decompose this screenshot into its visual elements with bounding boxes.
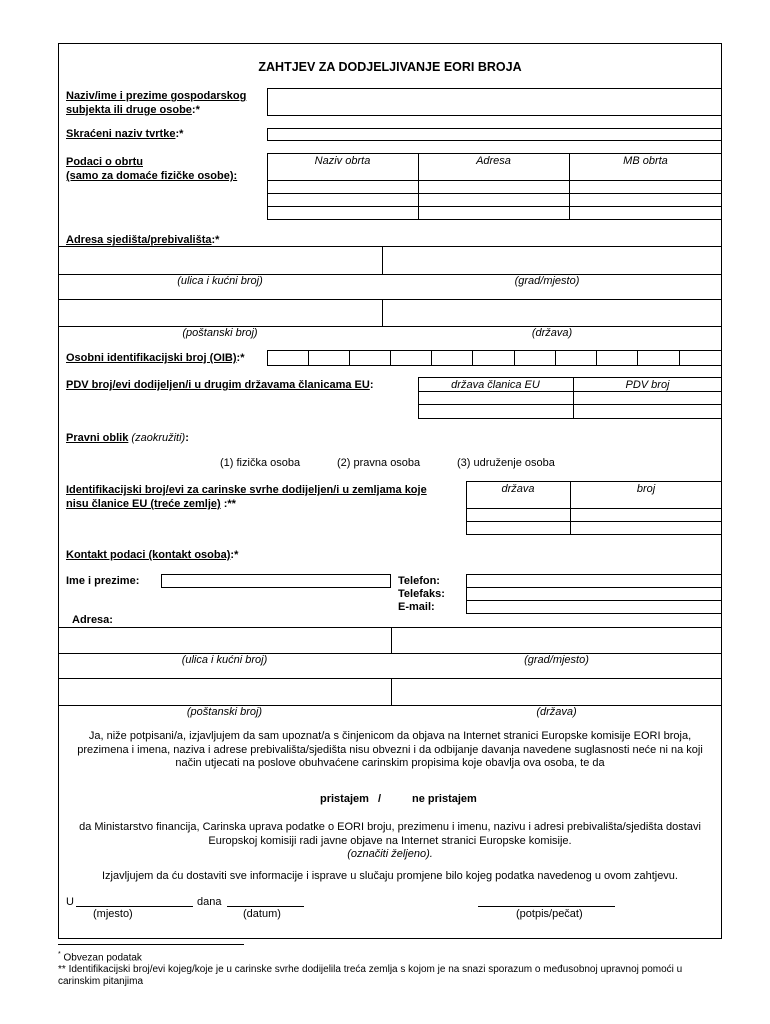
footnote-divider <box>58 944 244 945</box>
footnote-2: ** Identifikacijski broj/evi kojeg/koje je u carinske svrhe dodijelila treća zemlja s kojom je na snazi sporazum o međusobnoj upravnoj pomoći u carinskim pitanjima <box>58 964 683 987</box>
ulica-caption: (ulica i kućni broj) <box>177 275 263 287</box>
choice-pristajem[interactable]: pristajem <box>320 793 369 805</box>
potpis-line[interactable] <box>478 906 615 907</box>
datum-caption: (datum) <box>243 908 281 920</box>
pravni-option-fizicka[interactable]: (1) fizička osoba <box>220 457 301 469</box>
kontakt-grad-input[interactable] <box>393 629 720 651</box>
sig-dana: dana <box>197 896 222 908</box>
obrt-col-mb: MB obrta <box>623 155 668 167</box>
kontakt-drzava-input[interactable] <box>393 680 720 703</box>
statement-p1: Ja, niže potpisani/a, izjavljujem da sam upoznat/a s činjenicom da objava na Internet stranici Europske komisije EORI broja, prezimena i imena, naziva i adrese prebivališta/sjedišta nisu obvezni i da odbijanje davanja navedene suglasnosti neće ni na koji način utjecati na poslove obuhvaćene carinskim propisima koje obavlja ova osoba, te da <box>77 730 703 769</box>
kontakt-ulica-input[interactable] <box>60 629 389 651</box>
skraceni-label: Skraćeni naziv tvrtke:* <box>66 128 184 140</box>
choice-separator: / <box>378 793 382 805</box>
pdv-col-broj: PDV broj <box>625 379 670 391</box>
ime-input[interactable] <box>161 574 391 588</box>
email-label: E-mail: <box>398 601 435 613</box>
pdv-label: PDV broj/evi dodijeljen/i u drugim državama članicama EU: <box>66 379 374 391</box>
statement-p3: Izjavljujem da ću dostaviti sve informacije i isprave u slučaju promjene bilo kojeg podatka navedenog u ovom zahtjevu. <box>102 870 678 882</box>
k-adresa-label: Adresa: <box>72 614 113 626</box>
datum-line[interactable] <box>227 906 304 907</box>
ime-label: Ime i prezime: <box>66 575 140 587</box>
naziv-input[interactable] <box>267 88 722 116</box>
k-drzava-caption: (država) <box>536 706 577 718</box>
adresa-ulica-input[interactable] <box>60 248 380 272</box>
ident-label: Identifikacijski broj/evi za carinske svrhe dodijeljen/i u zemljama koje nisu članice EU (treće zemlje) :** <box>66 484 427 510</box>
adresa-grad-input[interactable] <box>384 248 720 272</box>
adresa-label: Adresa sjedišta/prebivališta:* <box>66 234 220 246</box>
k-grad-caption: (grad/mjesto) <box>524 654 589 666</box>
k-postanski-caption: (poštanski broj) <box>186 706 263 718</box>
statement-p2: da Ministarstvo financija, Carinska uprava podatke o EORI broju, prezimenu i imenu, nazivu i adresi prebivališta/sjedišta dostavi Europskoj komisiji radi javne objave na Internet stranici Europske komisije. (označiti željeno). <box>79 821 701 860</box>
ident-col-drzava: država <box>501 483 535 495</box>
kontakt-postanski-input[interactable] <box>60 680 389 703</box>
obrt-label: Podaci o obrtu (samo za domaće fizičke osobe): <box>66 156 238 182</box>
naziv-label: Naziv/ime i prezime gospodarskog subjekta ili druge osobe:* <box>66 90 247 116</box>
telefon-label: Telefon: <box>398 575 440 587</box>
page-title: ZAHTJEV ZA DODJELJIVANJE EORI BROJA <box>258 60 522 74</box>
grad-caption: (grad/mjesto) <box>514 275 580 287</box>
obrt-col-adresa: Adresa <box>476 155 511 167</box>
choice-ne-pristajem[interactable]: ne pristajem <box>412 793 477 805</box>
mjesto-line[interactable] <box>76 906 193 907</box>
pravni-label: Pravni oblik (zaokružiti): <box>66 432 189 444</box>
obrt-col-naziv: Naziv obrta <box>314 155 371 167</box>
adresa-drzava-input[interactable] <box>384 301 720 324</box>
mjesto-caption: (mjesto) <box>93 908 133 920</box>
potpis-caption: (potpis/pečat) <box>516 908 583 920</box>
adresa-postanski-input[interactable] <box>60 301 380 324</box>
kontakt-phone-box[interactable] <box>466 574 722 614</box>
pdv-col-drzava: država članica EU <box>451 379 540 391</box>
telefaks-label: Telefaks: <box>398 588 445 600</box>
ident-col-broj: broj <box>636 483 656 495</box>
pravni-option-udruzenje[interactable]: (3) udruženje osoba <box>457 457 555 469</box>
oib-label: Osobni identifikacijski broj (OIB):* <box>66 352 245 364</box>
kontakt-label: Kontakt podaci (kontakt osoba):* <box>66 549 239 561</box>
postanski-caption: (poštanski broj) <box>182 327 258 339</box>
pravni-option-pravna[interactable]: (2) pravna osoba <box>337 457 421 469</box>
k-ulica-caption: (ulica i kućni broj) <box>181 654 268 666</box>
footnote-1: * Obvezan podatak <box>58 951 142 964</box>
oib-input[interactable] <box>267 350 722 366</box>
skraceni-input[interactable] <box>267 128 722 141</box>
sig-u: U <box>66 896 74 908</box>
drzava-caption: (država) <box>531 327 573 339</box>
